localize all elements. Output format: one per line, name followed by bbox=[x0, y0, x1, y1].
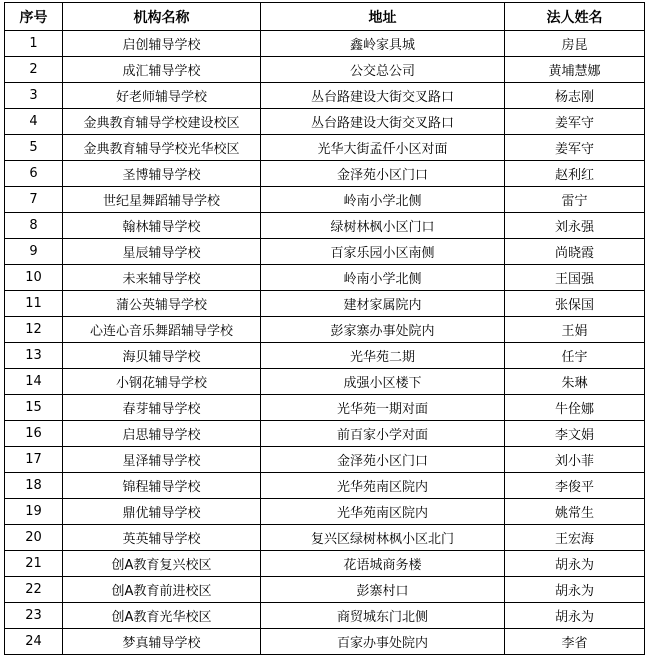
cell-legal-person: 张保国 bbox=[505, 291, 645, 317]
cell-index: 18 bbox=[5, 473, 63, 499]
table-row bbox=[5, 577, 645, 603]
cell-institution-name: 启思辅导学校 bbox=[63, 421, 261, 447]
cell-address: 金泽苑小区门口 bbox=[261, 161, 505, 187]
cell-address: 丛台路建设大街交叉路口 bbox=[261, 83, 505, 109]
cell-index: 24 bbox=[5, 629, 63, 655]
cell-institution-name: 心连心音乐舞蹈辅导学校 bbox=[63, 317, 261, 343]
cell-institution-name: 星泽辅导学校 bbox=[63, 447, 261, 473]
cell-legal-person: 雷宁 bbox=[505, 187, 645, 213]
cell-institution-name: 蒲公英辅导学校 bbox=[63, 291, 261, 317]
cell-address: 光华苑二期 bbox=[261, 343, 505, 369]
cell-address: 前百家小学对面 bbox=[261, 421, 505, 447]
cell-legal-person: 姜军守 bbox=[505, 135, 645, 161]
cell-legal-person: 黄埔慧娜 bbox=[505, 57, 645, 83]
table-row bbox=[5, 629, 645, 655]
table-row bbox=[5, 525, 645, 551]
cell-address: 光华苑南区院内 bbox=[261, 499, 505, 525]
cell-legal-person: 王国强 bbox=[505, 265, 645, 291]
cell-index: 3 bbox=[5, 83, 63, 109]
cell-legal-person: 王娟 bbox=[505, 317, 645, 343]
header-index: 序号 bbox=[5, 3, 63, 31]
cell-institution-name: 创A教育光华校区 bbox=[63, 603, 261, 629]
cell-address: 成强小区楼下 bbox=[261, 369, 505, 395]
cell-institution-name: 春芽辅导学校 bbox=[63, 395, 261, 421]
cell-institution-name: 锦程辅导学校 bbox=[63, 473, 261, 499]
cell-institution-name: 梦真辅导学校 bbox=[63, 629, 261, 655]
cell-institution-name: 海贝辅导学校 bbox=[63, 343, 261, 369]
cell-address: 金泽苑小区门口 bbox=[261, 447, 505, 473]
cell-institution-name: 创A教育复兴校区 bbox=[63, 551, 261, 577]
cell-index: 13 bbox=[5, 343, 63, 369]
table-row bbox=[5, 239, 645, 265]
cell-address: 公交总公司 bbox=[261, 57, 505, 83]
cell-address: 岭南小学北侧 bbox=[261, 265, 505, 291]
cell-address: 百家办事处院内 bbox=[261, 629, 505, 655]
cell-legal-person: 刘小菲 bbox=[505, 447, 645, 473]
cell-legal-person: 刘永强 bbox=[505, 213, 645, 239]
cell-address: 百家乐园小区南侧 bbox=[261, 239, 505, 265]
cell-institution-name: 启创辅导学校 bbox=[63, 31, 261, 57]
table-row bbox=[5, 291, 645, 317]
table-body bbox=[5, 31, 645, 655]
cell-legal-person: 姚常生 bbox=[505, 499, 645, 525]
cell-legal-person: 胡永为 bbox=[505, 603, 645, 629]
cell-legal-person: 朱琳 bbox=[505, 369, 645, 395]
header-institution-name: 机构名称 bbox=[63, 3, 261, 31]
school-table bbox=[4, 2, 645, 655]
cell-legal-person: 杨志刚 bbox=[505, 83, 645, 109]
table-row bbox=[5, 551, 645, 577]
table-row bbox=[5, 213, 645, 239]
cell-legal-person: 李俊平 bbox=[505, 473, 645, 499]
cell-institution-name: 小钢花辅导学校 bbox=[63, 369, 261, 395]
cell-institution-name: 世纪星舞蹈辅导学校 bbox=[63, 187, 261, 213]
cell-index: 15 bbox=[5, 395, 63, 421]
table-row bbox=[5, 317, 645, 343]
cell-legal-person: 赵利红 bbox=[505, 161, 645, 187]
cell-institution-name: 星辰辅导学校 bbox=[63, 239, 261, 265]
cell-index: 12 bbox=[5, 317, 63, 343]
cell-index: 21 bbox=[5, 551, 63, 577]
cell-institution-name: 成汇辅导学校 bbox=[63, 57, 261, 83]
cell-address: 彭寨村口 bbox=[261, 577, 505, 603]
cell-address: 鑫岭家具城 bbox=[261, 31, 505, 57]
table-row bbox=[5, 447, 645, 473]
cell-institution-name: 金典教育辅导学校光华校区 bbox=[63, 135, 261, 161]
table-row bbox=[5, 135, 645, 161]
cell-index: 8 bbox=[5, 213, 63, 239]
cell-index: 11 bbox=[5, 291, 63, 317]
table-row bbox=[5, 57, 645, 83]
cell-legal-person: 尚晓霞 bbox=[505, 239, 645, 265]
header-legal-person: 法人姓名 bbox=[505, 3, 645, 31]
cell-index: 1 bbox=[5, 31, 63, 57]
cell-index: 6 bbox=[5, 161, 63, 187]
cell-address: 丛台路建设大街交叉路口 bbox=[261, 109, 505, 135]
table-row bbox=[5, 265, 645, 291]
table-row bbox=[5, 603, 645, 629]
cell-index: 20 bbox=[5, 525, 63, 551]
cell-index: 17 bbox=[5, 447, 63, 473]
cell-address: 建材家属院内 bbox=[261, 291, 505, 317]
cell-index: 19 bbox=[5, 499, 63, 525]
cell-legal-person: 姜军守 bbox=[505, 109, 645, 135]
table-row bbox=[5, 395, 645, 421]
cell-address: 复兴区绿树林枫小区北门 bbox=[261, 525, 505, 551]
header-address: 地址 bbox=[261, 3, 505, 31]
cell-institution-name: 未来辅导学校 bbox=[63, 265, 261, 291]
cell-institution-name: 翰林辅导学校 bbox=[63, 213, 261, 239]
table-row bbox=[5, 369, 645, 395]
cell-legal-person: 李文娟 bbox=[505, 421, 645, 447]
cell-address: 商贸城东门北侧 bbox=[261, 603, 505, 629]
cell-institution-name: 圣博辅导学校 bbox=[63, 161, 261, 187]
cell-institution-name: 创A教育前进校区 bbox=[63, 577, 261, 603]
cell-institution-name: 鼎优辅导学校 bbox=[63, 499, 261, 525]
cell-index: 23 bbox=[5, 603, 63, 629]
table-row bbox=[5, 473, 645, 499]
cell-index: 16 bbox=[5, 421, 63, 447]
cell-index: 4 bbox=[5, 109, 63, 135]
cell-institution-name: 好老师辅导学校 bbox=[63, 83, 261, 109]
cell-legal-person: 胡永为 bbox=[505, 577, 645, 603]
cell-index: 9 bbox=[5, 239, 63, 265]
table-row bbox=[5, 31, 645, 57]
cell-address: 花语城商务楼 bbox=[261, 551, 505, 577]
cell-legal-person: 李省 bbox=[505, 629, 645, 655]
cell-legal-person: 胡永为 bbox=[505, 551, 645, 577]
cell-address: 光华苑南区院内 bbox=[261, 473, 505, 499]
cell-index: 14 bbox=[5, 369, 63, 395]
cell-index: 22 bbox=[5, 577, 63, 603]
cell-index: 2 bbox=[5, 57, 63, 83]
table-row bbox=[5, 499, 645, 525]
table-row bbox=[5, 83, 645, 109]
table-row bbox=[5, 187, 645, 213]
table-row bbox=[5, 343, 645, 369]
table-row bbox=[5, 421, 645, 447]
cell-institution-name: 英英辅导学校 bbox=[63, 525, 261, 551]
cell-index: 10 bbox=[5, 265, 63, 291]
cell-legal-person: 任宇 bbox=[505, 343, 645, 369]
cell-index: 5 bbox=[5, 135, 63, 161]
header-row bbox=[5, 3, 645, 31]
table-row bbox=[5, 109, 645, 135]
table-row bbox=[5, 161, 645, 187]
cell-legal-person: 牛佺娜 bbox=[505, 395, 645, 421]
cell-legal-person: 房昆 bbox=[505, 31, 645, 57]
cell-address: 岭南小学北侧 bbox=[261, 187, 505, 213]
cell-address: 光华大街孟仟小区对面 bbox=[261, 135, 505, 161]
cell-legal-person: 王宏海 bbox=[505, 525, 645, 551]
cell-address: 光华苑一期对面 bbox=[261, 395, 505, 421]
cell-address: 彭家寨办事处院内 bbox=[261, 317, 505, 343]
cell-institution-name: 金典教育辅导学校建设校区 bbox=[63, 109, 261, 135]
cell-index: 7 bbox=[5, 187, 63, 213]
cell-address: 绿树林枫小区门口 bbox=[261, 213, 505, 239]
